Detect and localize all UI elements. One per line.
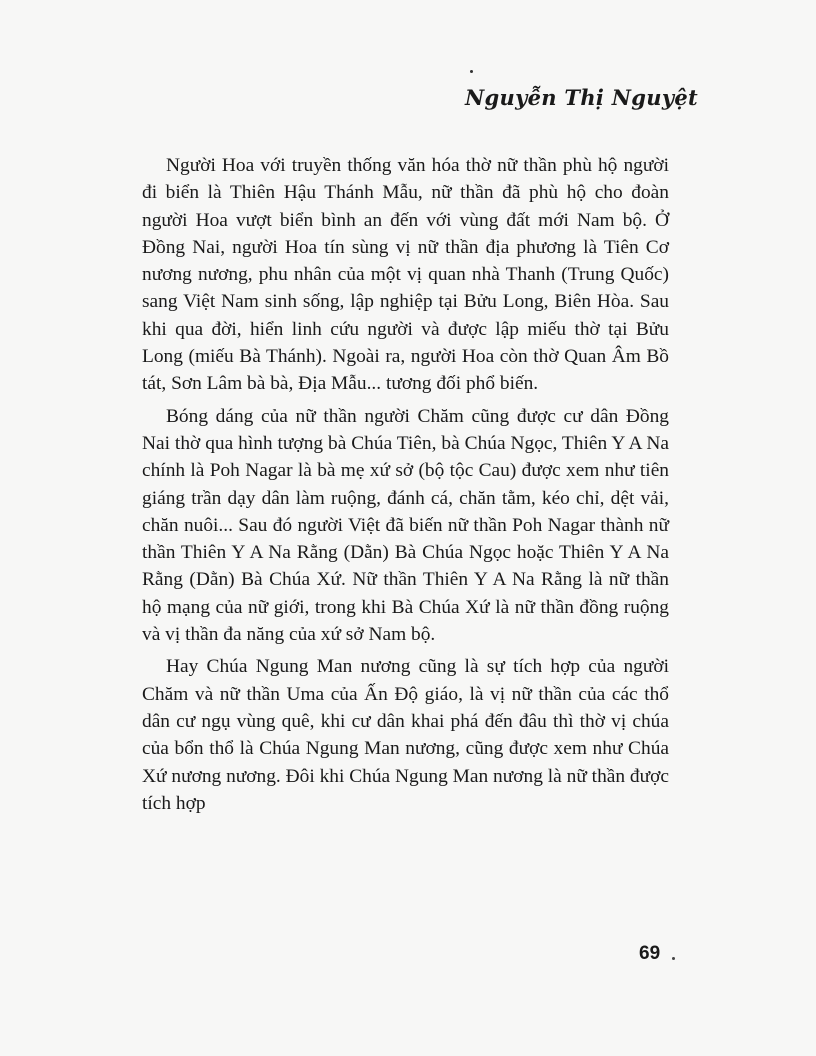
paragraph: Hay Chúa Ngung Man nương cũng là sự tích hợp của người Chăm và nữ thần Uma của Ấn Độ giáo, là vị nữ thần của các thổ dân cư ngụ vùng quê, khi cư dân khai phá đến đâu thì thờ vị chúa của bổn thổ là Chúa Ngung Man nương, cũng được xem như Chúa Xứ nương nương. Đôi khi Chúa Ngung Man nương là nữ thần được tích hợp (142, 656, 669, 814)
paragraph: Người Hoa với truyền thống văn hóa thờ nữ thần phù hộ người đi biển là Thiên Hậu Thánh Mẫu, nữ thần đã phù hộ cho đoàn người Hoa vượt biển bình an đến với vùng đất mới Nam bộ. Ở Đồng Nai, người Hoa tín sùng vị nữ thần địa phương là Tiên Cơ nương nương, phu nhân của một vị quan nhà Thanh (Trung Quốc) sang Việt Nam sinh sống, lập nghiệp tại Bửu Long, Biên Hòa. Sau khi qua đời, hiển linh cứu người và được lập miếu thờ tại Bửu Long (miếu Bà Thánh). Ngoài ra, người Hoa còn thờ Quan Âm Bồ tát, Sơn Lâm bà bà, Địa Mẫu... tương đối phổ biến. (142, 155, 669, 395)
paragraph: Bóng dáng của nữ thần người Chăm cũng được cư dân Đồng Nai thờ qua hình tượng bà Chúa Tiên, bà Chúa Ngọc, Thiên Y A Na chính là Poh Nagar là bà mẹ xứ sở (bộ tộc Cau) được xem như tiên giáng trần dạy dân làm ruộng, đánh cá, chăn tằm, kéo chỉ, dệt vải, chăn nuôi... Sau đó người Việt đã biến nữ thần Poh Nagar thành nữ thần Thiên Y A Na Rằng (Dằn) Bà Chúa Ngọc hoặc Thiên Y A Na Rằng (Dằn) Bà Chúa Xứ. Nữ thần Thiên Y A Na Rằng là nữ thần hộ mạng của nữ giới, trong khi Bà Chúa Xứ là nữ thần đồng ruộng và vị thần đa năng của xứ sở Nam bộ. (142, 405, 669, 646)
page-number-dot (672, 957, 675, 960)
body-text (142, 152, 669, 822)
running-header-author: Nguyễn Thị Nguyệt (465, 85, 698, 110)
header-dot (470, 70, 473, 73)
page-number: 69 (639, 943, 661, 964)
